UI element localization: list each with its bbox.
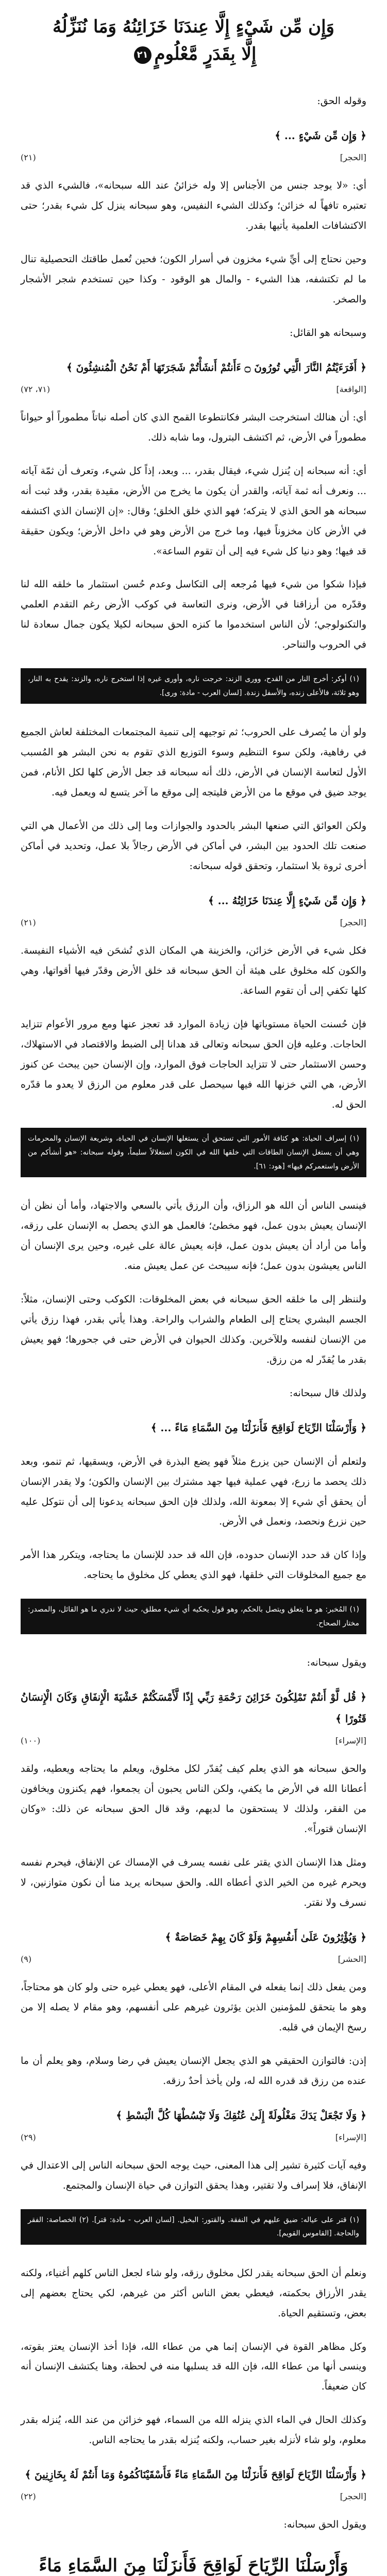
paragraph: إذن: فالتوازن الحقيقي هو الذي يجعل الإنسان يعيش في رضا وسلام، وهو يعلم أن ما عنده من رزق قد قدره الله له، ولن يأخذ أحدٌ رزقه. xyxy=(21,2055,366,2087)
paragraph: ويقول سبحانه: xyxy=(307,1657,366,1669)
footnote-text: (١) أوكر: أخرج النار من القدح، وورى الزند: خرجت ناره، وأورى غيره إذا استخرج ناره، والزند: يقدح به النار، وهو ثلاثة، فالأعلى زنده، والأسفل زندة. [لسان العرب - مادة: ورى]. xyxy=(28,675,359,697)
paragraph: فينسى الناس أن الله هو الرزاق، وأن الرزق يأتي بالسعي والاجتهاد، وأما أن نظن أن الإنسان يعيش بدون عمل، فهو مخطئ؛ فالعمل هو الذي يحصل به الإنسان على رزقه، وأما من أراد أن يعيش بدون عمل، فإنه يعيش عالة على غيره، وحين يرى الإنسان أن الناس يعيشون بدون عمل؛ فإنه سيبحث عن عمل يعيش منه. xyxy=(21,1200,366,1272)
paragraph: وسبحانه هو القائل: xyxy=(290,327,366,338)
paragraph: ولو أن ما يُصرف على الحروب؛ ثم توجيهه إلى تنمية المجتمعات المختلفة لعاش الجميع في رفاهية، ولكن سوء التنظيم وسوء التوزيع الذي تقوم به نحن البشر هو المُسبب الأول لتعاسة الإنسان في الأرض، ذلك أنه سبحانه قد جعل الأرض كلها لكل الأنام، فمن يوجد ضيق في موقع ما من الأرض فليتجه إلى موقع ما آخر يتسع له ويعمل فيه. xyxy=(21,726,366,799)
paragraph: فكل شيء في الأرض خزائن، والخزينة هي المكان الذي تُشحَن فيه الأشياء النفيسة. والكون كله مخلوق على هيئة أن الحق سبحانه قد خلق الأرض وقدّر فيها أقواتها، وهي كلها تكفي إلى أن تقوم الساعة. xyxy=(21,944,366,996)
paragraph: وإذا كان قد حدد الإنسان حدوده، فإن الله قد حدد للإنسان ما يحتاجه، ويتكرر هذا الأمر مع جميع المخلوقات التي خلقها، فهو الذي يعطي كل مخلوق ما يحتاجه. xyxy=(21,1549,366,1581)
footnote-box xyxy=(21,1599,366,1634)
quran-quote: ﴿ قُل لَّوْ أَنتُمْ تَمْلِكُونَ خَزَائِنَ رَحْمَةِ رَبِّي إِذًا لَّأَمْسَكْتُمْ خَشْيَةَ الْإِنفَاقِ وَكَانَ الْإِنسَانُ قَتُورًا ﴾ xyxy=(21,1691,366,1725)
footnote-box xyxy=(21,668,366,704)
quran-quote: ﴿ وَلَا تَجْعَلْ يَدَكَ مَغْلُولَةً إِلَىٰ عُنُقِكَ وَلَا تَبْسُطْهَا كُلَّ الْبَسْطِ ﴾ xyxy=(116,2109,366,2122)
quran-quote: ﴿ وَإِن مِّن شَيْءٍ إِلَّا عِندَنَا خَزَائِنُهُ ... ﴾ xyxy=(208,894,366,907)
quran-quote: ﴿ وَإِن مِّن شَيْءٍ ... ﴾ xyxy=(275,129,366,142)
surah-ref: [الإسراء] (٢٩) xyxy=(21,2132,366,2142)
quran-quote: ﴿ وَيُؤْثِرُونَ عَلَىٰ أَنفُسِهِمْ وَلَوْ كَانَ بِهِمْ خَصَاصَةٌ ﴾ xyxy=(165,1930,366,1943)
footnote-box xyxy=(21,1128,366,1177)
paragraph: ومثل هذا الإنسان الذي يقتر على نفسه يسرف في الإمساك عن الإنفاق، فيحرم نفسه ويحرم غيره من الخير الذي أعطاه الله. والحق سبحانه يريد منا أن نكون متوازنين، لا نسرف ولا نقتر. xyxy=(21,1857,366,1909)
verse-line: إِلَّا بِقَدَرٍ مَّعْلُومٍ٢١ xyxy=(21,41,366,68)
paragraph: وكل مظاهر القوة في الإنسان إنما هي من عطاء الله، فإذا أخذ الإنسان يعتز بقوته، وينسى أنها من عطاء الله، فإن الله قد يسلبها منه في لحظة، وهنا يكتشف الإنسان أنه كان ضعيفاً. xyxy=(21,2341,366,2393)
surah-ref: [الواقعة] (٧١، ٧٢) xyxy=(21,384,366,394)
paragraph: ويقول الحق سبحانه: xyxy=(283,2519,366,2531)
surah-ref: [الحجر] (٢٢) xyxy=(21,2492,366,2502)
verse-banner xyxy=(21,9,366,73)
paragraph: وفيه آيات كثيرة تشير إلى هذا المعنى، حيث يوجه الحق سبحانه الناس إلى الاعتدال في الإنفاق، فلا إسراف ولا تقتير، وهذا يحقق التوازن في حياة الإنسان والمجتمع. xyxy=(21,2159,366,2191)
verse-line: وَإِن مِّن شَيْءٍ إِلَّا عِندَنَا خَزَائِنُهُ وَمَا نُنَزِّلُهُ xyxy=(53,16,334,37)
verse-line: وَأَرْسَلْنَا الرِّيَاحَ لَوَاقِحَ فَأَنزَلْنَا مِنَ السَّمَاءِ مَاءً xyxy=(39,2555,348,2576)
footnote-text: (١) قتر على عياله: ضيق عليهم في النفقة. والقتور: البخيل. [لسان العرب - مادة: قتر]. (٢) الخصاصة: الفقر والحاجة. [القاموس القويم]. xyxy=(28,2215,359,2238)
paragraph: ولتعلم أن الإنسان حين يزرع مثلاً فهو يضع البذرة في الأرض، ويسقيها، ثم تنمو، وبعد ذلك يحصد ما زرع، فهي عملية فيها جهد مشترك بين الإنسان والكون؛ ولا يقدر الإنسان أن يحقق أي شيء إلا بمعونة الله، ولذلك فإن الحق سبحانه يدعونا إلى أن نتوكل عليه حين نزرع ونحصد، ونعمل في الأرض. xyxy=(21,1455,366,1528)
footnote-text: (١) إسراف الحياة: هو كثافة الأمور التي تستحق أن يستغلها الإنسان في الحياة، وشريعة الإنسان والمحرمات وهي أن يستغل الإنسان الطاقات التي خلقها الله في الكون استغلالاً سليماً، وقوله سبحانه: «هو أنشأكم من الأرض واستعمركم فيها» [هود: ٦١]. xyxy=(28,1134,359,1171)
paragraph: ولننظر إلى ما خلقه الحق سبحانه في بعض المخلوقات: الكوكب وحتى الإنسان، مثلاً: الجسم البشري يحتاج إلى الطعام والشراب والراحة. وهذا يأتي بقدر، فهذا رزق يأتي من الإنسان لنفسه وللآخرين. وكذلك الحيوان في الأرض حتى في جحورها؛ فهو يعيش بقدر ما يُقدّر له من رزق. xyxy=(21,1293,366,1365)
paragraph: ومن يفعل ذلك إنما يفعله في المقام الأعلى، فهو يعطي غيره حتى ولو كان هو محتاجاً، وهو ما يتحقق للمؤمنين الذين يؤثرون غيرهم على أنفسهم، وهو مقام لا يصله إلا من رسخ الإيمان في قلبه. xyxy=(21,1981,366,2033)
verse-banner xyxy=(21,2548,366,2576)
paragraph: وحين نحتاج إلى أيِّ شيء مخزون في أسرار الكون؛ فحين تُعمل طاقتك التحصيلية تنال ما لم تكتشفه، هذا الشيء - والمال هو الوقود - وكذا حين تستخدم شجر الأشجار والصخر. xyxy=(21,253,366,305)
paragraph: وقوله الحق: xyxy=(317,95,366,107)
paragraph: فإن حُسنت الحياة مستوياتها فإن زيادة الموارد قد تعجز عنها ومع مرور الأعوام تتزايد الحاجات. وعليه فإن الحق سبحانه وتعالى قد هدانا إلى الضبط والاقتصاد في الاستهلاك، وحسن الاستثمار حتى لا تتزايد الحاجات فوق الموارد، وإن الإنسان حين يبحث عن كنوز الأرض، هي التي خزنها الله فيها سيحصل على قدر معلوم من الرزق لا يعدو ما قدّره الحق له. xyxy=(21,1018,366,1110)
paragraph: أي: أن هنالك استخرجت البشر فكانتطوعا القمح الذي كان أصله نباتاً مطموراً أو حيواناً مطموراً في الأرض، ثم اكتشف البترول، وما شابه ذلك. xyxy=(21,411,366,443)
quran-quote: ﴿ أَفَرَءَيْتُمُ النَّارَ الَّتِي تُورُونَ ۝ ءَأَنتُمْ أَنشَأْتُمْ شَجَرَتَهَا أَمْ نَحْنُ الْمُنشِئُونَ ﴾ xyxy=(66,361,366,374)
verse-number-badge: ٢١ xyxy=(134,46,152,64)
surah-ref: [الإسراء] (١٠٠) xyxy=(21,1736,366,1746)
quran-quote: ﴿ وَأَرْسَلْنَا الرِّيَاحَ لَوَاقِحَ فَأَنزَلْنَا مِنَ السَّمَاءِ مَاءً فَأَسْقَيْنَاكُمُوهُ وَمَا أَنتُمْ لَهُ بِخَازِنِينَ ﴾ xyxy=(25,2468,366,2481)
paragraph: أي: أنه سبحانه إن يُنزل شيء، فيقال بقدر، ... وبعد، إذاً كل شيء، وتعرف أن ثمّة آياته ... ونعرف أنه ثمة آياته، والقدر أن يكون ما يخرج من الأرض، مقيدة بقدر، وقد ثبت أنه سبحانه هو الحق الذي لا يتركه؛ فهو الذي خلق الخلق؛ وقال: «إن الإنسان الذي اكتشفه في الأرض كان مخزوناً فيها، وما خرج من الأرض وهو في داخل الأرض؛ ويكون حقيقة قد فيها؛ وهو دنيا كل شيء فيه إلى أن تقوم الساعة». xyxy=(21,465,366,557)
footnote-box xyxy=(21,2209,366,2245)
quran-quote: ﴿ وَأَرْسَلْنَا الرِّيَاحَ لَوَاقِحَ فَأَنزَلْنَا مِنَ السَّمَاءِ مَاءً ... ﴾ xyxy=(150,1421,366,1434)
paragraph: وكذلك الحال في الماء الذي ينزله الله من السماء، فهو خزائن من عند الله، يُنزله بقدر معلوم، ولو شاء لأنزله بغير حساب، ولكنه يُنزله بقدر ما يحتاجه الناس. xyxy=(21,2414,366,2446)
surah-ref: [الحشر] (٩) xyxy=(21,1954,366,1964)
paragraph: ونعلم أن الحق سبحانه يقدر لكل مخلوق رزقه، ولو شاء لجعل الناس كلهم أغنياء، ولكنه يقدر الأرزاق بحكمته، فيعطي بعض الناس أكثر من غيرهم، لكي يحتاج بعضهم إلى بعض، وتستقيم الحياة. xyxy=(21,2267,366,2319)
surah-ref: [الحجر] (٢١) xyxy=(21,917,366,927)
paragraph: ولذلك قال سبحانه: xyxy=(289,1387,366,1399)
paragraph: والحق سبحانه هو الذي يعلم كيف يُقدّر لكل مخلوق، ويعلم ما يحتاجه ويعطيه، ولقد أعطانا الله في الأرض ما يكفي، ولكن الناس يحبون أن يجمعوا، فهم يكنزون ويخافون من الفقر، ولذلك لا يستحقون ما لديهم، وقد قال الحق سبحانه عن ذلك: «وكان الإنسان قتوراً». xyxy=(21,1763,366,1835)
footnote-text: (١) المُخبر: هو ما يتعلق ويتصل بالحكم، وهو قول يحكيه أي شيء مطلق، حيث لا ندري ما هو القائل، والمصدر: مختار الصحاح. xyxy=(28,1605,359,1628)
paragraph: أي: «لا يوجد جنس من الأجناس إلا وله خزائنُ عند الله سبحانه»، فالشيء الذي قد تعتبره تافهاً له خزائن؛ وكذلك الشيء النفيس، وهو سبحانه ينزل كل شيء بقدر؛ حتى الاكتشافات العلمية يأتيها بقدر. xyxy=(21,180,366,232)
paragraph: ولكن العوائق التي صنعها البشر بالحدود والجوازات وما إلى ذلك من الأعمال هي التي صنعت تلك الحدود بين البشر، في أماكن في الأرض رجالاً بلا عمل، وتحديد في أماكن أخرى ثروة بلا استثمار، وتحقق قوله سبحانه: xyxy=(21,820,366,872)
paragraph: فبإذا شكوا من شيء فيها مُرجعه إلى التكاسل وعدم حُسن استثمار ما خلقه الله لنا وقدّره من أرزاقنا في الأرض، ونرى التعاسة في كوكب الأرض رغم التقدم العلمي والتكنولوجي؛ لأن الناس استخدموا ما كنزه الحق سبحانه لكيلا يكون جمال سعادة لنا في الحروب والتناحر. xyxy=(21,579,366,651)
surah-ref: [الحجر] (٢١) xyxy=(21,152,366,163)
